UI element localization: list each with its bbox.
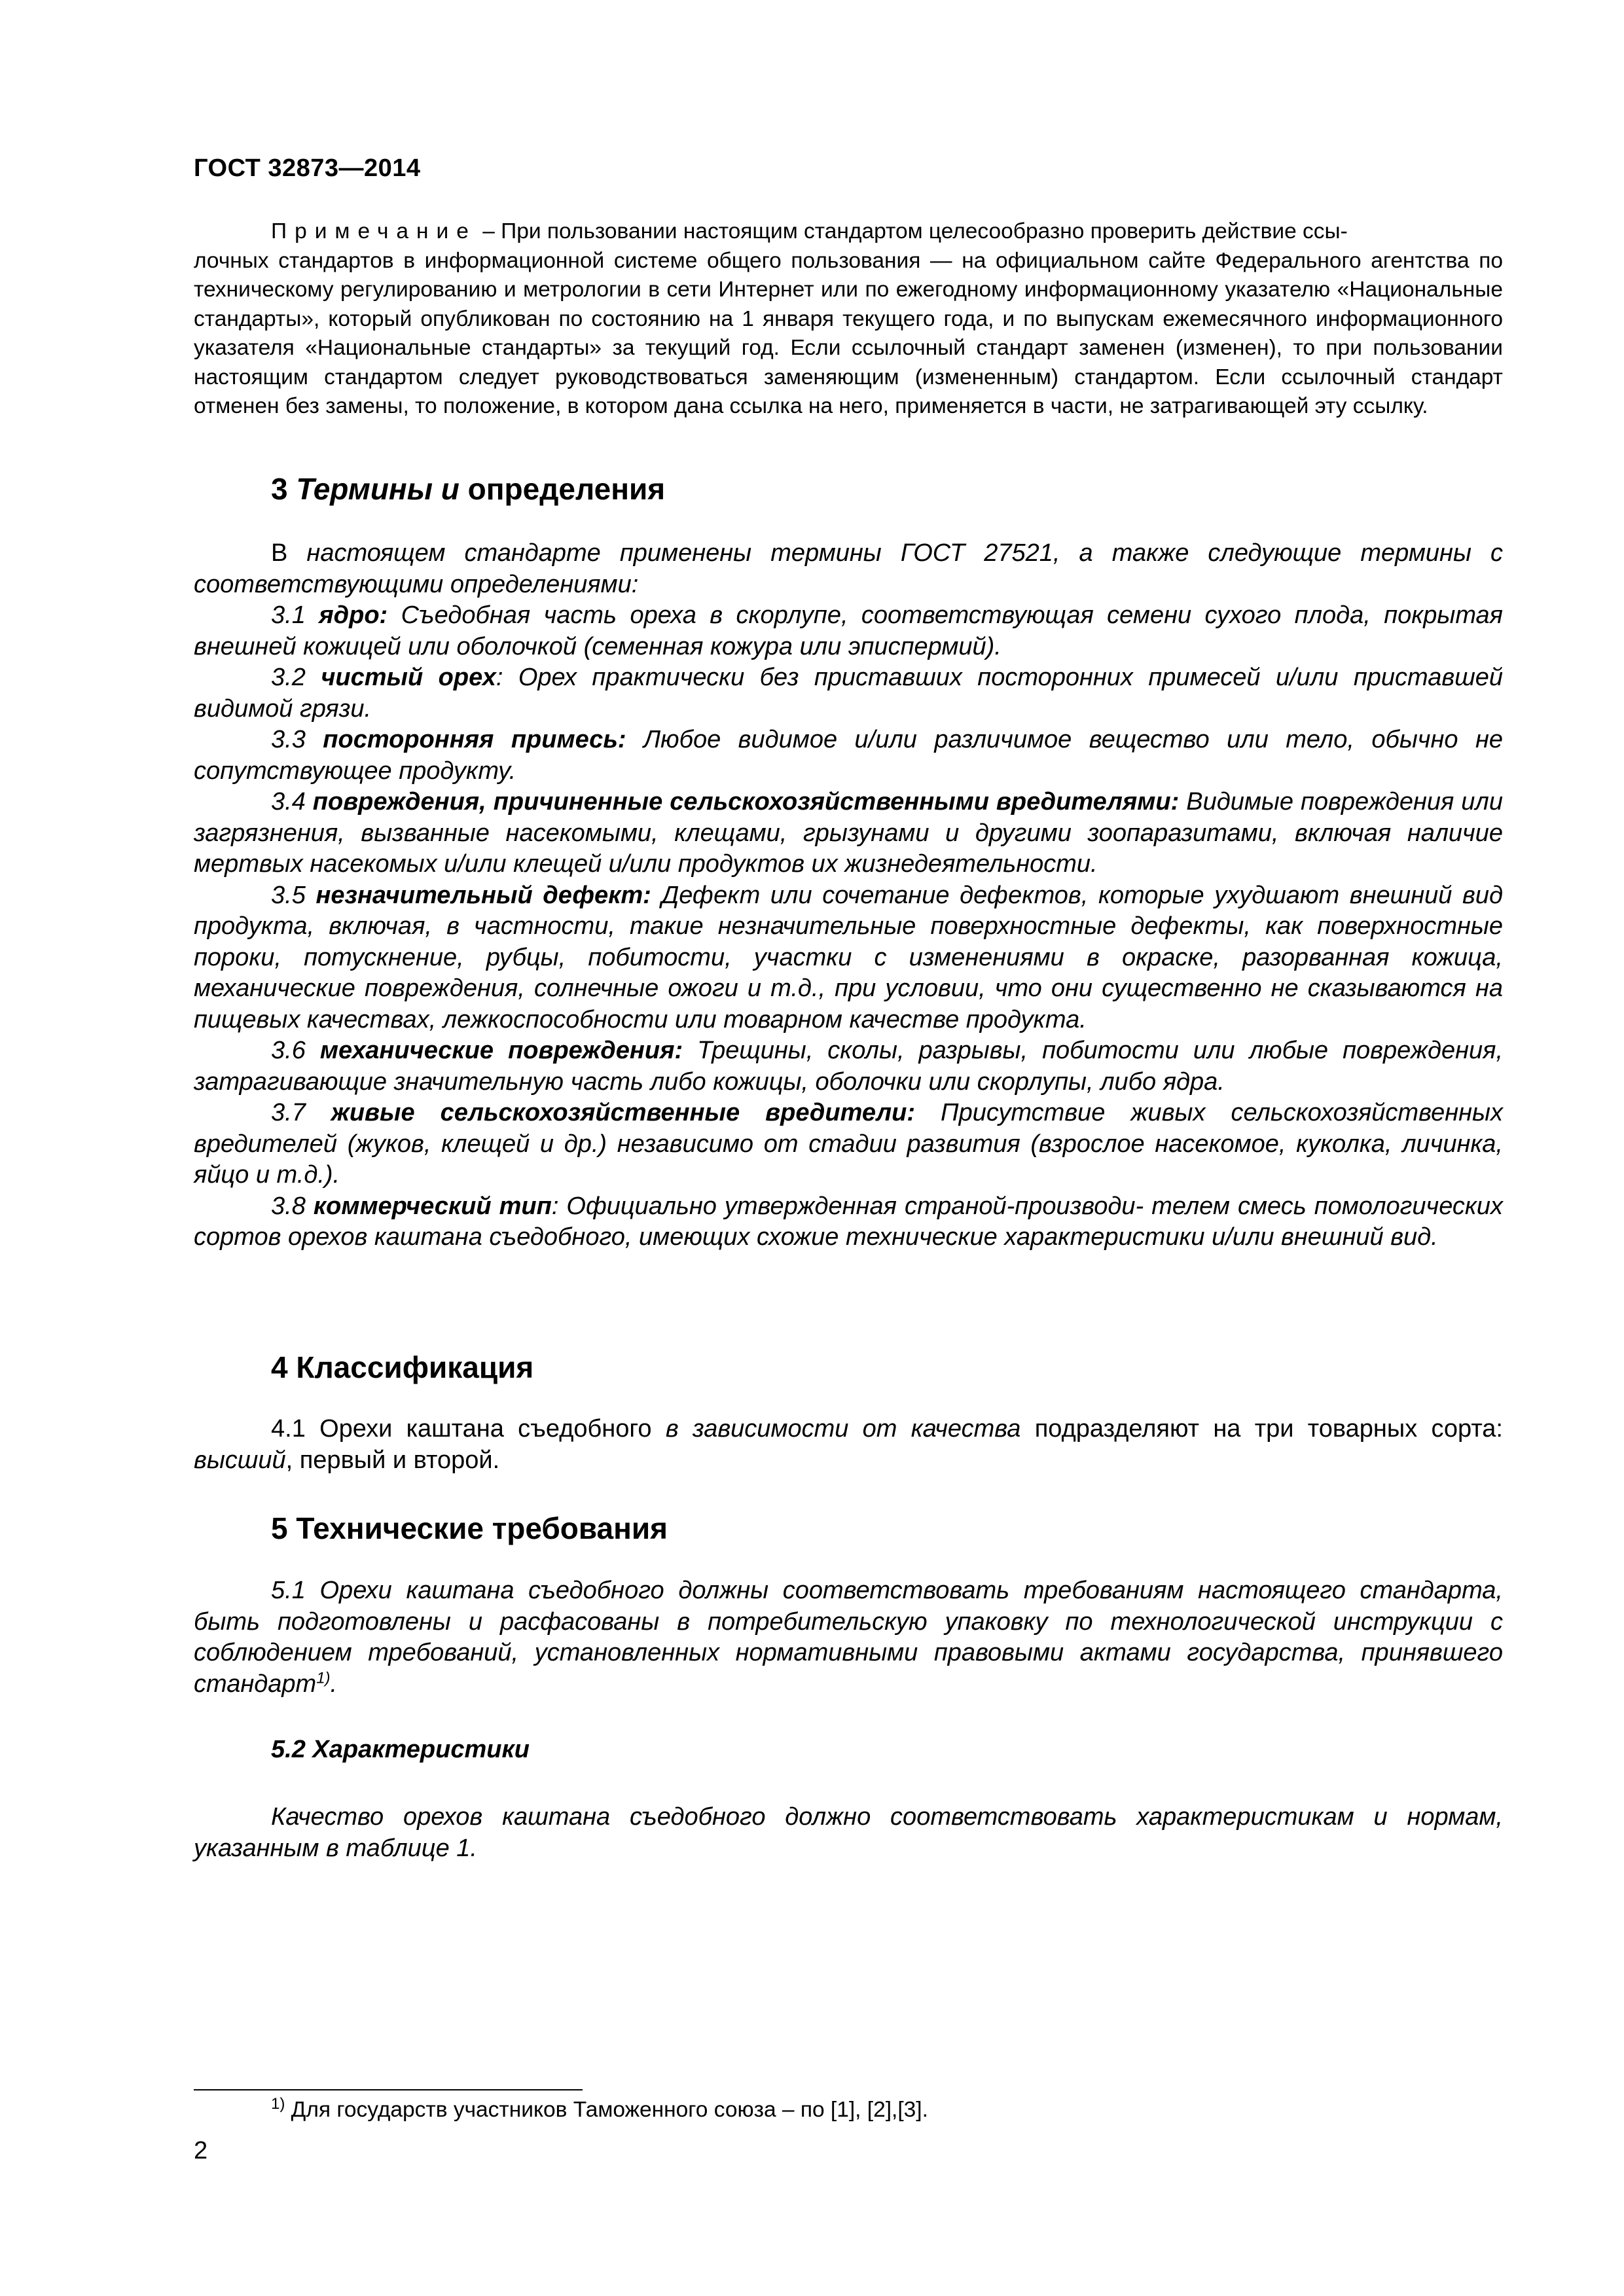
section3-title: определения [467,472,666,506]
section5-body: 5.1 Орехи каштана съедобного должны соответствовать требованиям настоящего стандарта, быть подготовлены и расфасованы в потребительскую упаковку по технологической инструкции с соблюдением требований, установленных нормативными правовыми актами государства, принявшего стандарт$^{1)}$. [194,1577,1503,1698]
term-item: 3.7 живые сельскохозяйственные вредители: Присутствие живых сельскохозяйственных вредителей (жуков, клещей и др.) независимо от стадии развития (взрослое насекомое, куколка, личинка, яйцо и т.д.). [194,1099,1503,1189]
footnote-divider [194,2089,583,2090]
page-number: 2 [194,2137,208,2164]
term-item: 3.2 чистый орех: Орех практически без приставших посторонних примесей и/или приставшей видимой грязи. [194,664,1503,723]
section4-heading: 4 Классификация [271,1350,534,1384]
term-item: 3.1 ядро: Съедобная часть ореха в скорлупе, соответствующая семени сухого плода, покрытая внешней кожицей или оболочкой (семенная кожура или эписпермий). [194,601,1503,660]
note-line1: – При пользовании настоящим стандартом целесообразно проверить действие ссы- [476,219,1348,243]
footnote-ref: 1) [316,1668,331,1687]
term-item: 3.6 механические повреждения: Трещины, сколы, разрывы, побитости или любые повреждения, затрагивающие значительную часть либо кожицы, оболочки или скорлупы, либо ядра. [194,1037,1504,1096]
section5-heading: 5 Технические требования [271,1511,668,1545]
term-item: 3.8 коммерческий тип: Официально утвержденная страной-производи- телем смесь помологических сортов орехов каштана съедобного, имеющих схожие технические характеристики и/или внешний вид. [194,1192,1503,1251]
term-item: 3.5 незначительный дефект: Дефект или сочетание дефектов, которые ухудшают внешний вид продукта, включая, в частности, такие незначительные поверхностные дефекты, как поверхностные пороки, потускнение, рубцы, побитости, участки с изменениями в окраске, разорванная кожица, механические повреждения, солнечные ожоги и т.д., при условии, что они существенно не сказываются на пищевых качествах, лежкоспособности или товарном качестве продукта. [194,881,1503,1033]
section3-title-italic: Термины и [296,472,460,506]
subsection-5-2-heading: 5.2 Характеристики [271,1736,530,1763]
note-label: Примечание [271,219,477,243]
subsection-5-2-body: Качество орехов каштана съедобного должно соответствовать характеристикам и нормам, указанным в таблице 1. [194,1803,1503,1862]
section4-body: 4.1 Орехи каштана съедобного в зависимости от качества подразделяют на три товарных сорта: высший, первый и второй. [194,1415,1503,1474]
note-paragraph [194,217,1503,422]
standard-code: ГОСТ 32873—2014 [194,154,421,182]
term-item: 3.4 повреждения, причиненные сельскохозяйственными вредителями: Видимые повреждения или загрязнения, вызванные насекомыми, клещами, грызунами и другими зоопаразитами, включая наличие мертвых насекомых и/или клещей и/или продуктов их жизнедеятельности. [194,788,1503,878]
footnote: $^{1)}$ Для государств участников Таможенного союза – по [1], [2],[3]. [271,2094,928,2122]
section3-intro: В настоящем стандарте применены термины ГОСТ 27521, а также следующие термины с соответствующими определениями: [194,539,1503,598]
section3-heading: 3 Термины и определения [271,472,666,506]
section3-body [194,538,1503,1253]
term-item: 3.3 посторонняя примесь: Любое видимое и/или различимое вещество или тело, обычно не сопутствующее продукту. [194,726,1503,785]
note-body: лочных стандартов в информационной системе общего пользования — на официальном сайте Федерального агентства по техническому регулированию и метрологии в сети Интернет или по ежегодному информационному указателю «Национальные стандарты», который опубликован по состоянию на 1 января текущего года, и по выпускам ежемесячного информационного указателя «Национальные стандарты» за текущий год. Если ссылочный стандарт заменен (изменен), то при пользовании настоящим стандартом следует руководствоваться заменяющим (измененным) стандартом. Если ссылочный стандарт отменен без замены, то положение, в котором дана ссылка на него, применяется в части, не затрагивающей эту ссылку. [194,248,1503,418]
